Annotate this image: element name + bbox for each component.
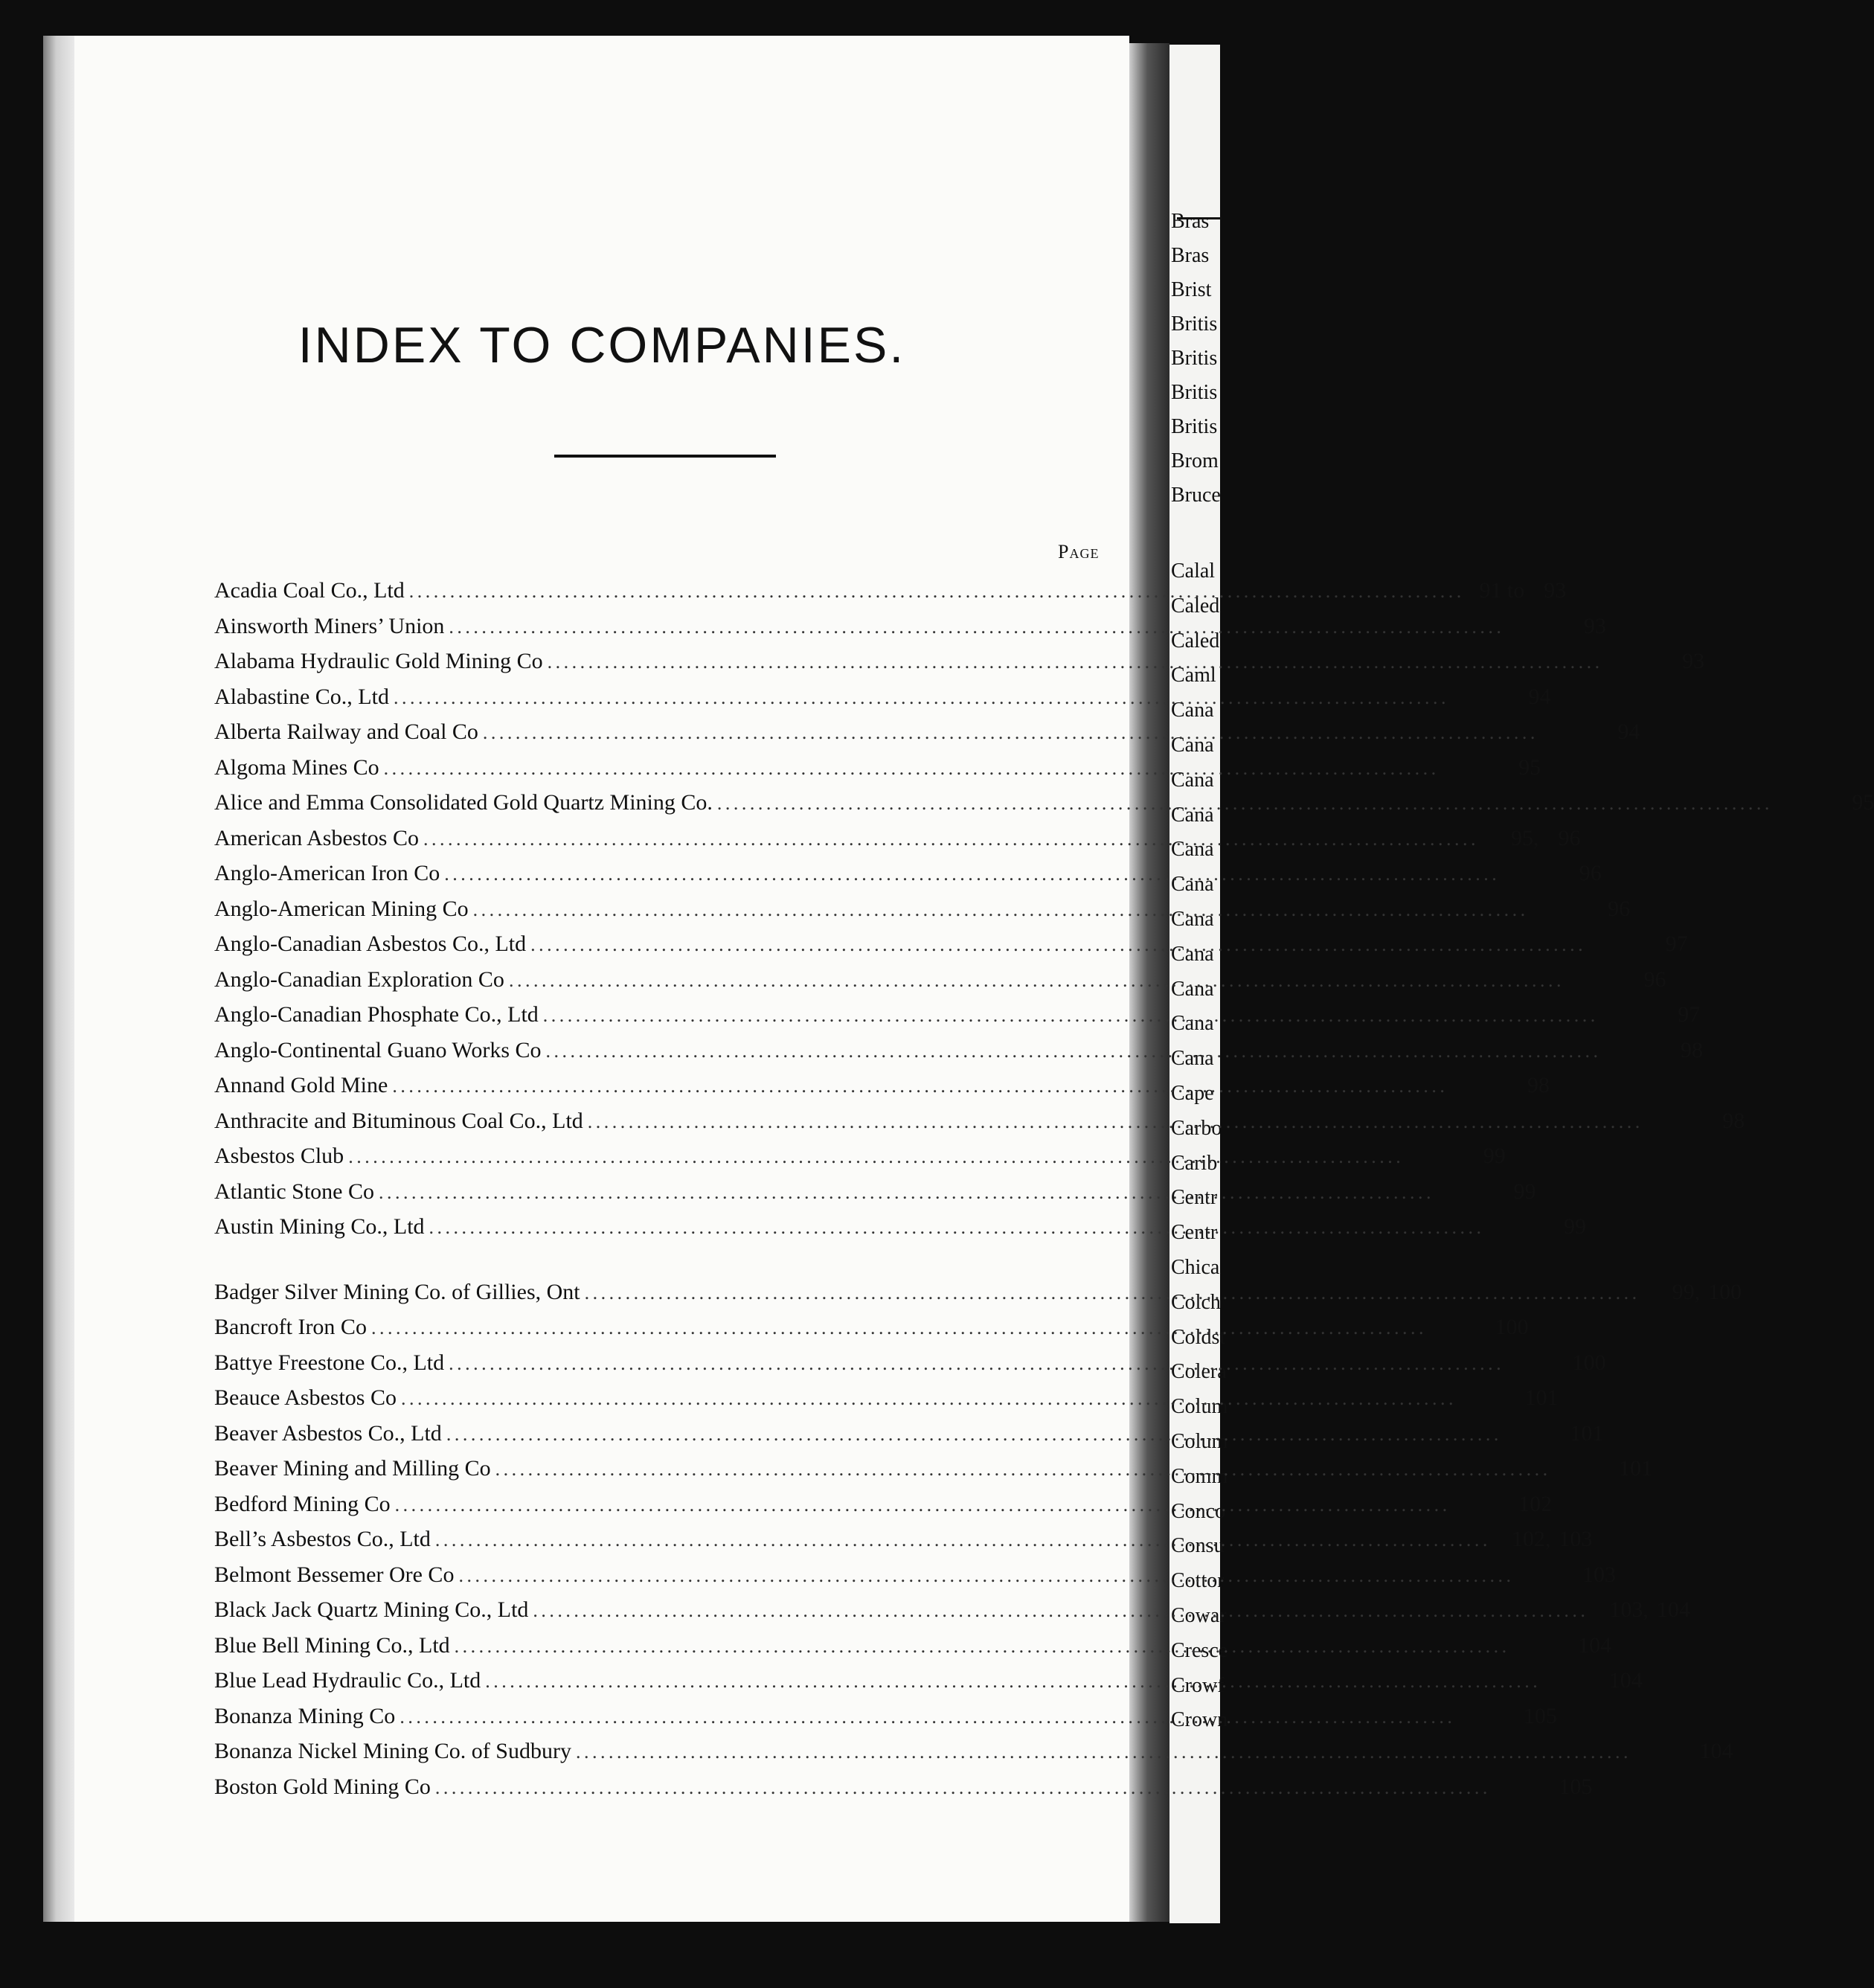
leader-dots xyxy=(585,1275,1637,1311)
facing-page-text-fragment: Comm xyxy=(1171,1464,1228,1488)
page-number: 104 xyxy=(1699,1739,1733,1763)
facing-page-text-fragment: Cana xyxy=(1171,734,1214,757)
company-name: Atlantic Stone Co xyxy=(214,1179,374,1204)
company-name: Badger Silver Mining Co. of Gillies, Ont xyxy=(214,1279,580,1304)
page-number: 95 xyxy=(1852,790,1874,815)
facing-page-text-fragment: Colum xyxy=(1171,1395,1228,1419)
leader-dots xyxy=(395,1487,1447,1523)
page-number: 100 xyxy=(1708,1279,1742,1304)
company-name: Anglo-American Iron Co xyxy=(214,861,440,885)
leader-dots xyxy=(533,1593,1585,1629)
page-number: 99 xyxy=(1483,1144,1506,1168)
page-number: 96 xyxy=(1608,896,1631,921)
facing-page-text-fragment: Brist xyxy=(1171,278,1212,301)
company-name: Anglo-Canadian Asbestos Co., Ltd xyxy=(214,932,527,956)
company-name: Anglo-American Mining Co xyxy=(214,896,469,921)
company-name: Battye Freestone Co., Ltd xyxy=(214,1350,445,1375)
leader-dots xyxy=(423,821,1475,857)
company-name: American Asbestos Co xyxy=(214,825,419,850)
facing-page-text-fragment: Centr xyxy=(1171,1221,1218,1245)
leader-dots xyxy=(455,1629,1506,1664)
page-number: 96 xyxy=(1579,861,1602,885)
company-name: Belmont Bessemer Ore Co xyxy=(214,1562,455,1587)
page-number: 101 xyxy=(1570,1420,1604,1446)
facing-page-text-fragment: Carbo xyxy=(1171,1116,1222,1140)
leader-dots xyxy=(444,856,1496,892)
leader-dots xyxy=(509,963,1561,998)
leader-dots xyxy=(371,1310,1423,1346)
leader-dots xyxy=(435,1522,1487,1558)
index-entry xyxy=(214,1734,1733,1769)
facing-page-text-fragment: Colera xyxy=(1171,1360,1227,1384)
leader-dots xyxy=(449,609,1501,645)
company-name: Anglo-Continental Guano Works Co xyxy=(214,1037,542,1062)
index-entry xyxy=(214,926,1688,962)
leader-dots xyxy=(348,1139,1400,1175)
leader-dots xyxy=(588,1104,1640,1140)
company-name: Beaver Mining and Milling Co xyxy=(214,1456,491,1481)
facing-page-text-fragment: Cana xyxy=(1171,977,1214,1001)
company-name: Alice and Emma Consolidated Gold Quartz Mining Co. xyxy=(214,790,713,815)
page-number: 105 xyxy=(1523,1703,1557,1728)
leader-dots xyxy=(399,1699,1451,1735)
page-number: 102 xyxy=(1518,1491,1553,1516)
company-name: Algoma Mines Co xyxy=(214,754,379,780)
title-divider xyxy=(554,455,776,458)
leader-dots xyxy=(717,786,1769,821)
company-name: Anthracite and Bituminous Coal Co., Ltd xyxy=(214,1108,583,1133)
page-number: 103 xyxy=(1582,1562,1616,1587)
facing-page-text-fragment: Colum xyxy=(1171,1430,1228,1453)
page-number: 103 xyxy=(1559,1527,1593,1551)
facing-page-text-fragment: Centr xyxy=(1171,1186,1218,1210)
page-number: 104 xyxy=(1608,1668,1643,1693)
leader-dots xyxy=(379,1175,1431,1211)
company-name: Alabastine Co., Ltd xyxy=(214,684,389,709)
leader-dots xyxy=(473,892,1525,928)
company-name: Anglo-Canadian Exploration Co xyxy=(214,966,504,992)
start-page: 95, xyxy=(1510,825,1539,850)
facing-page-text-fragment: Calal xyxy=(1171,559,1216,583)
facing-page-text-fragment: Bras xyxy=(1171,244,1210,267)
company-name: Annand Gold Mine xyxy=(214,1073,388,1097)
facing-page-text-fragment: Crowf xyxy=(1171,1673,1225,1697)
page-number: 93 xyxy=(1544,578,1567,603)
leader-dots xyxy=(435,1770,1487,1806)
facing-page-text-fragment: Cape xyxy=(1171,1082,1214,1105)
facing-page-text-fragment: Cana xyxy=(1171,768,1214,792)
leader-dots xyxy=(530,927,1582,963)
page-number: 101 xyxy=(1524,1385,1559,1410)
start-page: 102, xyxy=(1511,1527,1551,1551)
company-name: Beauce Asbestos Co xyxy=(214,1385,397,1410)
leader-dots xyxy=(458,1558,1510,1594)
page-number: 97 xyxy=(1678,1002,1701,1027)
leader-dots xyxy=(384,751,1436,786)
leader-dots xyxy=(449,1346,1501,1382)
facing-page-text-fragment: Caml xyxy=(1171,664,1216,687)
page-number: 93 xyxy=(1583,613,1606,638)
company-name: Anglo-Canadian Phosphate Co., Ltd xyxy=(214,1002,539,1027)
page-number: 95 xyxy=(1518,754,1541,780)
leader-dots xyxy=(483,715,1535,751)
start-page: 99, xyxy=(1672,1279,1701,1304)
page-number: 97 xyxy=(1665,932,1688,956)
index-entry xyxy=(214,962,1666,998)
facing-page-text-fragment: Cana xyxy=(1171,942,1214,966)
leader-dots xyxy=(429,1210,1481,1245)
facing-page-text-fragment: Chica xyxy=(1171,1256,1220,1279)
leader-dots xyxy=(576,1734,1628,1770)
group-spacer xyxy=(214,1245,1116,1274)
company-name: Bell’s Asbestos Co., Ltd xyxy=(214,1527,431,1551)
page-number: 98 xyxy=(1527,1073,1550,1097)
leader-dots xyxy=(401,1381,1453,1417)
company-name: Asbestos Club xyxy=(214,1144,344,1168)
facing-page-text-fragment: Britis xyxy=(1171,415,1218,438)
company-name: Boston Gold Mining Co xyxy=(214,1774,431,1799)
leader-dots xyxy=(543,998,1595,1033)
page-number: 93 xyxy=(1682,649,1705,673)
page-number: 94 xyxy=(1528,684,1551,709)
company-name: Ainsworth Miners’ Union xyxy=(214,613,445,638)
index-entry xyxy=(214,997,1701,1033)
facing-page-text-fragment: Cana xyxy=(1171,1012,1214,1036)
page-number: 100 xyxy=(1495,1315,1529,1339)
facing-page-text-fragment: Consu xyxy=(1171,1534,1225,1558)
page-number: 100 xyxy=(1572,1350,1606,1375)
index-entry xyxy=(214,821,1581,856)
facing-page-text-fragment: Caled xyxy=(1171,594,1220,618)
page-number: 94 xyxy=(1617,719,1640,744)
facing-page-text-fragment: Brom xyxy=(1171,449,1219,472)
start-page: 103, xyxy=(1609,1597,1649,1622)
page-number: 98 xyxy=(1681,1037,1703,1062)
company-name: Austin Mining Co., Ltd xyxy=(214,1214,425,1239)
facing-page-text-fragment: Bruce xyxy=(1171,484,1221,507)
page-number: 101 xyxy=(1619,1456,1653,1481)
leader-dots xyxy=(409,574,1461,609)
index-entry xyxy=(214,1769,1593,1805)
facing-page-text-fragment: Conco xyxy=(1171,1499,1226,1523)
leader-dots xyxy=(495,1452,1547,1487)
facing-page-text-fragment: Cana xyxy=(1171,803,1214,827)
facing-page-text-fragment: Cowar xyxy=(1171,1604,1227,1627)
leader-dots xyxy=(394,680,1445,716)
page-number: 105 xyxy=(1559,1774,1593,1799)
leader-dots xyxy=(485,1664,1537,1699)
page-number: 96 xyxy=(1558,825,1581,850)
page-number: 104 xyxy=(1578,1632,1612,1658)
start-page: 91 to xyxy=(1479,578,1525,603)
leader-dots xyxy=(548,644,1599,680)
leader-dots xyxy=(392,1068,1444,1104)
page-number: 98 xyxy=(1722,1108,1745,1133)
facing-page-text-fragment: Cana xyxy=(1171,873,1214,897)
facing-page-text-fragment: Britis xyxy=(1171,347,1218,370)
company-name: Bancroft Iron Co xyxy=(214,1315,367,1339)
facing-page-text-fragment: Cana xyxy=(1171,908,1214,931)
leader-dots xyxy=(446,1417,1498,1452)
page-column-header: Page xyxy=(1058,541,1100,562)
page-number: 96 xyxy=(1643,966,1666,992)
facing-page-text-fragment: Bras xyxy=(1171,210,1210,233)
facing-page-text-fragment: Cottor xyxy=(1171,1569,1225,1593)
facing-page-text-fragment: Coldst xyxy=(1171,1325,1226,1349)
company-name: Acadia Coal Co., Ltd xyxy=(214,578,405,603)
company-name: Bonanza Nickel Mining Co. of Sudbury xyxy=(214,1739,571,1763)
facing-page-text-fragment: Colch xyxy=(1171,1290,1221,1314)
company-name: Alabama Hydraulic Gold Mining Co xyxy=(214,649,543,673)
facing-page-text-fragment: Cana xyxy=(1171,699,1214,722)
company-name: Black Jack Quartz Mining Co., Ltd xyxy=(214,1597,529,1622)
facing-page-text-fragment: Cresce xyxy=(1171,1638,1228,1662)
facing-page-text-fragment: Cana xyxy=(1171,1047,1214,1071)
facing-page-text-fragment: Carib xyxy=(1171,1151,1218,1175)
page-title: INDEX TO COMPANIES. xyxy=(298,317,906,373)
facing-page-text-fragment: Britis xyxy=(1171,381,1218,404)
company-name: Blue Lead Hydraulic Co., Ltd xyxy=(214,1668,481,1693)
company-name: Blue Bell Mining Co., Ltd xyxy=(214,1632,450,1658)
page-number: 99 xyxy=(1564,1214,1587,1239)
facing-page-text-fragment: Cana xyxy=(1171,838,1214,862)
page-number: 99 xyxy=(1513,1179,1536,1204)
company-name: Bonanza Mining Co xyxy=(214,1703,396,1728)
company-name: Bedford Mining Co xyxy=(214,1491,391,1516)
leader-dots xyxy=(546,1033,1598,1069)
facing-page-text-fragment: Britis xyxy=(1171,312,1218,336)
company-name: Beaver Asbestos Co., Ltd xyxy=(214,1420,442,1446)
facing-page-text-fragment: Caled xyxy=(1171,629,1220,652)
page-number: 104 xyxy=(1656,1597,1690,1622)
facing-page-text-fragment: Crown xyxy=(1171,1708,1228,1732)
company-name: Alberta Railway and Coal Co xyxy=(214,719,478,744)
